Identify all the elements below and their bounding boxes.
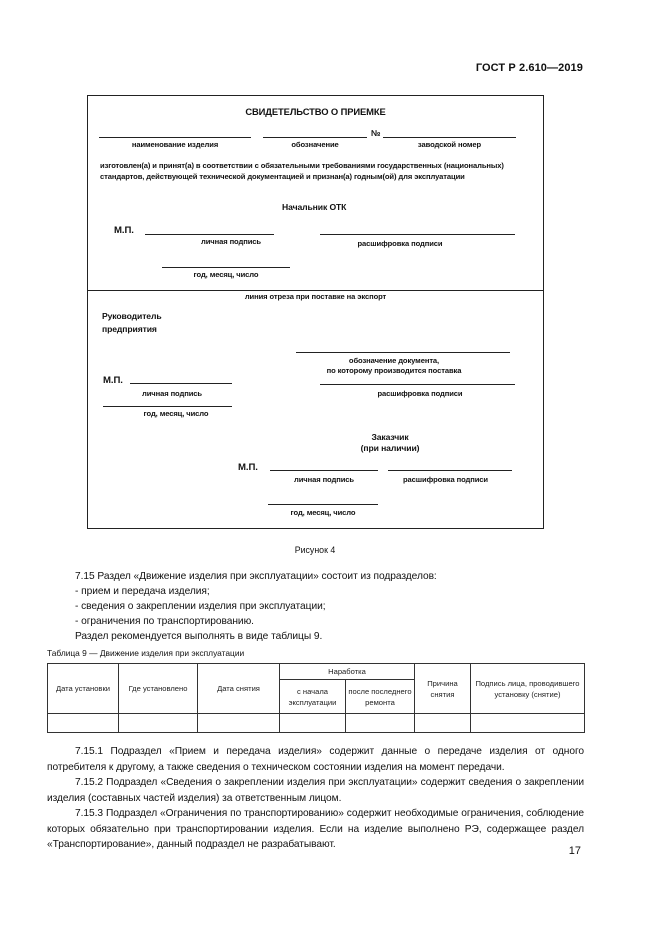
stamp-label-2: М.П. [103,375,123,386]
qc-chief: Начальник ОТК [282,202,347,212]
section-item: - сведения о закреплении изделия при эксплуатации; [75,601,326,612]
paragraph-7-15-2: 7.15.2 Подраздел «Сведения о закреплении изделия при эксплуатации» содержит сведения о закреплении изделия (составных частей изделия) за ответственным лицом. [47,777,584,804]
date-label-3: год, месяц, число [290,508,356,517]
designation-line [263,137,367,138]
signature-line-3 [270,470,378,471]
header-where: Где установлено [119,664,198,714]
customer-label: Заказчик [371,432,409,442]
serial-line [383,137,516,138]
table-cell [415,714,471,733]
table-cell [471,714,585,733]
decoding-label-2: расшифровка подписи [377,389,463,398]
document-line [296,352,510,353]
stamp-label-3: М.П. [238,462,258,473]
paragraph-7-15-3: 7.15.3 Подраздел «Ограничения по транспортированию» содержит необходимые ограничения, соблюдение которых обязательно при транспортировании изделия. Если на изделие выполнено РЭ, содержащее раздел «Транспортирование», данный подраздел не разрабатывают. [47,808,584,850]
designation-label: обозначение [291,140,339,149]
cut-line [87,290,544,291]
page-number: 17 [568,845,581,857]
header-removal-date: Дата снятия [198,664,280,714]
signature-label-2: личная подпись [142,389,202,398]
section-item: - прием и передача изделия; [75,586,210,597]
head-line2: предприятия [102,324,157,334]
head-line1: Руководитель [102,311,162,321]
name-label: наименование изделия [131,140,219,149]
date-line-2 [103,406,232,407]
document-label2: по которому производится поставка [326,366,462,375]
date-line-3 [268,504,378,505]
document-code: ГОСТ Р 2.610—2019 [475,62,583,74]
signature-line-2 [130,383,232,384]
paragraph-7-15-1: 7.15.1 Подраздел «Прием и передача изделия» содержит данные о передаче изделия от одного потребителя к другому, а также сведения о техническом состоянии изделия на момент передачи. [47,746,584,773]
header-runtime: Наработка [280,664,415,680]
header-runtime-start: с начала эксплуатации [280,680,346,714]
figure-caption: Рисунок 4 [294,545,336,555]
table-9 [47,663,585,733]
date-line [162,267,290,268]
date-label: год, месяц, число [193,270,259,279]
statement-text: изготовлен(а) и принят(а) в соответствии с обязательными требованиями государственных (национальных) стандартов, действующей технической документацией и признан(а) годным(ой) для эксплуатации [100,161,504,181]
section-item: - ограничения по транспортированию. [75,616,254,627]
decoding-label-3: расшифровка подписи [403,475,488,484]
table-cell [48,714,119,733]
signature-label-3: личная подпись [294,475,354,484]
customer-note: (при наличии) [360,443,420,453]
signature-line [145,234,274,235]
decoding-line [320,234,515,235]
table-cell [119,714,198,733]
decoding-label: расшифровка подписи [357,239,443,248]
name-line [99,137,251,138]
serial-label: заводской номер [417,140,482,149]
cut-line-label: линия отреза при поставке на экспорт [244,292,387,301]
header-reason: Причина снятия [415,664,471,714]
date-label-2: год, месяц, число [143,409,209,418]
form-title: СВИДЕТЕЛЬСТВО О ПРИЕМКЕ [245,106,386,117]
table-caption: Таблица 9 — Движение изделия при эксплуатации [47,648,245,658]
decoding-line-2 [320,384,515,385]
table-cell [198,714,280,733]
section-recommend: Раздел рекомендуется выполнять в виде таблицы 9. [75,631,323,642]
stamp-label: М.П. [114,225,134,236]
section-intro: 7.15 Раздел «Движение изделия при эксплуатации» состоит из подразделов: [75,571,437,582]
table-cell [280,714,346,733]
number-sign: № [371,128,381,138]
decoding-line-3 [388,470,512,471]
signature-label: личная подпись [201,237,261,246]
document-label1: обозначение документа, [348,356,440,365]
table-cell [346,714,415,733]
header-install-date: Дата установки [48,664,119,714]
header-runtime-repair: после последнего ремонта [346,680,415,714]
header-signature: Подпись лица, проводившего установку (снятие) [471,664,585,714]
